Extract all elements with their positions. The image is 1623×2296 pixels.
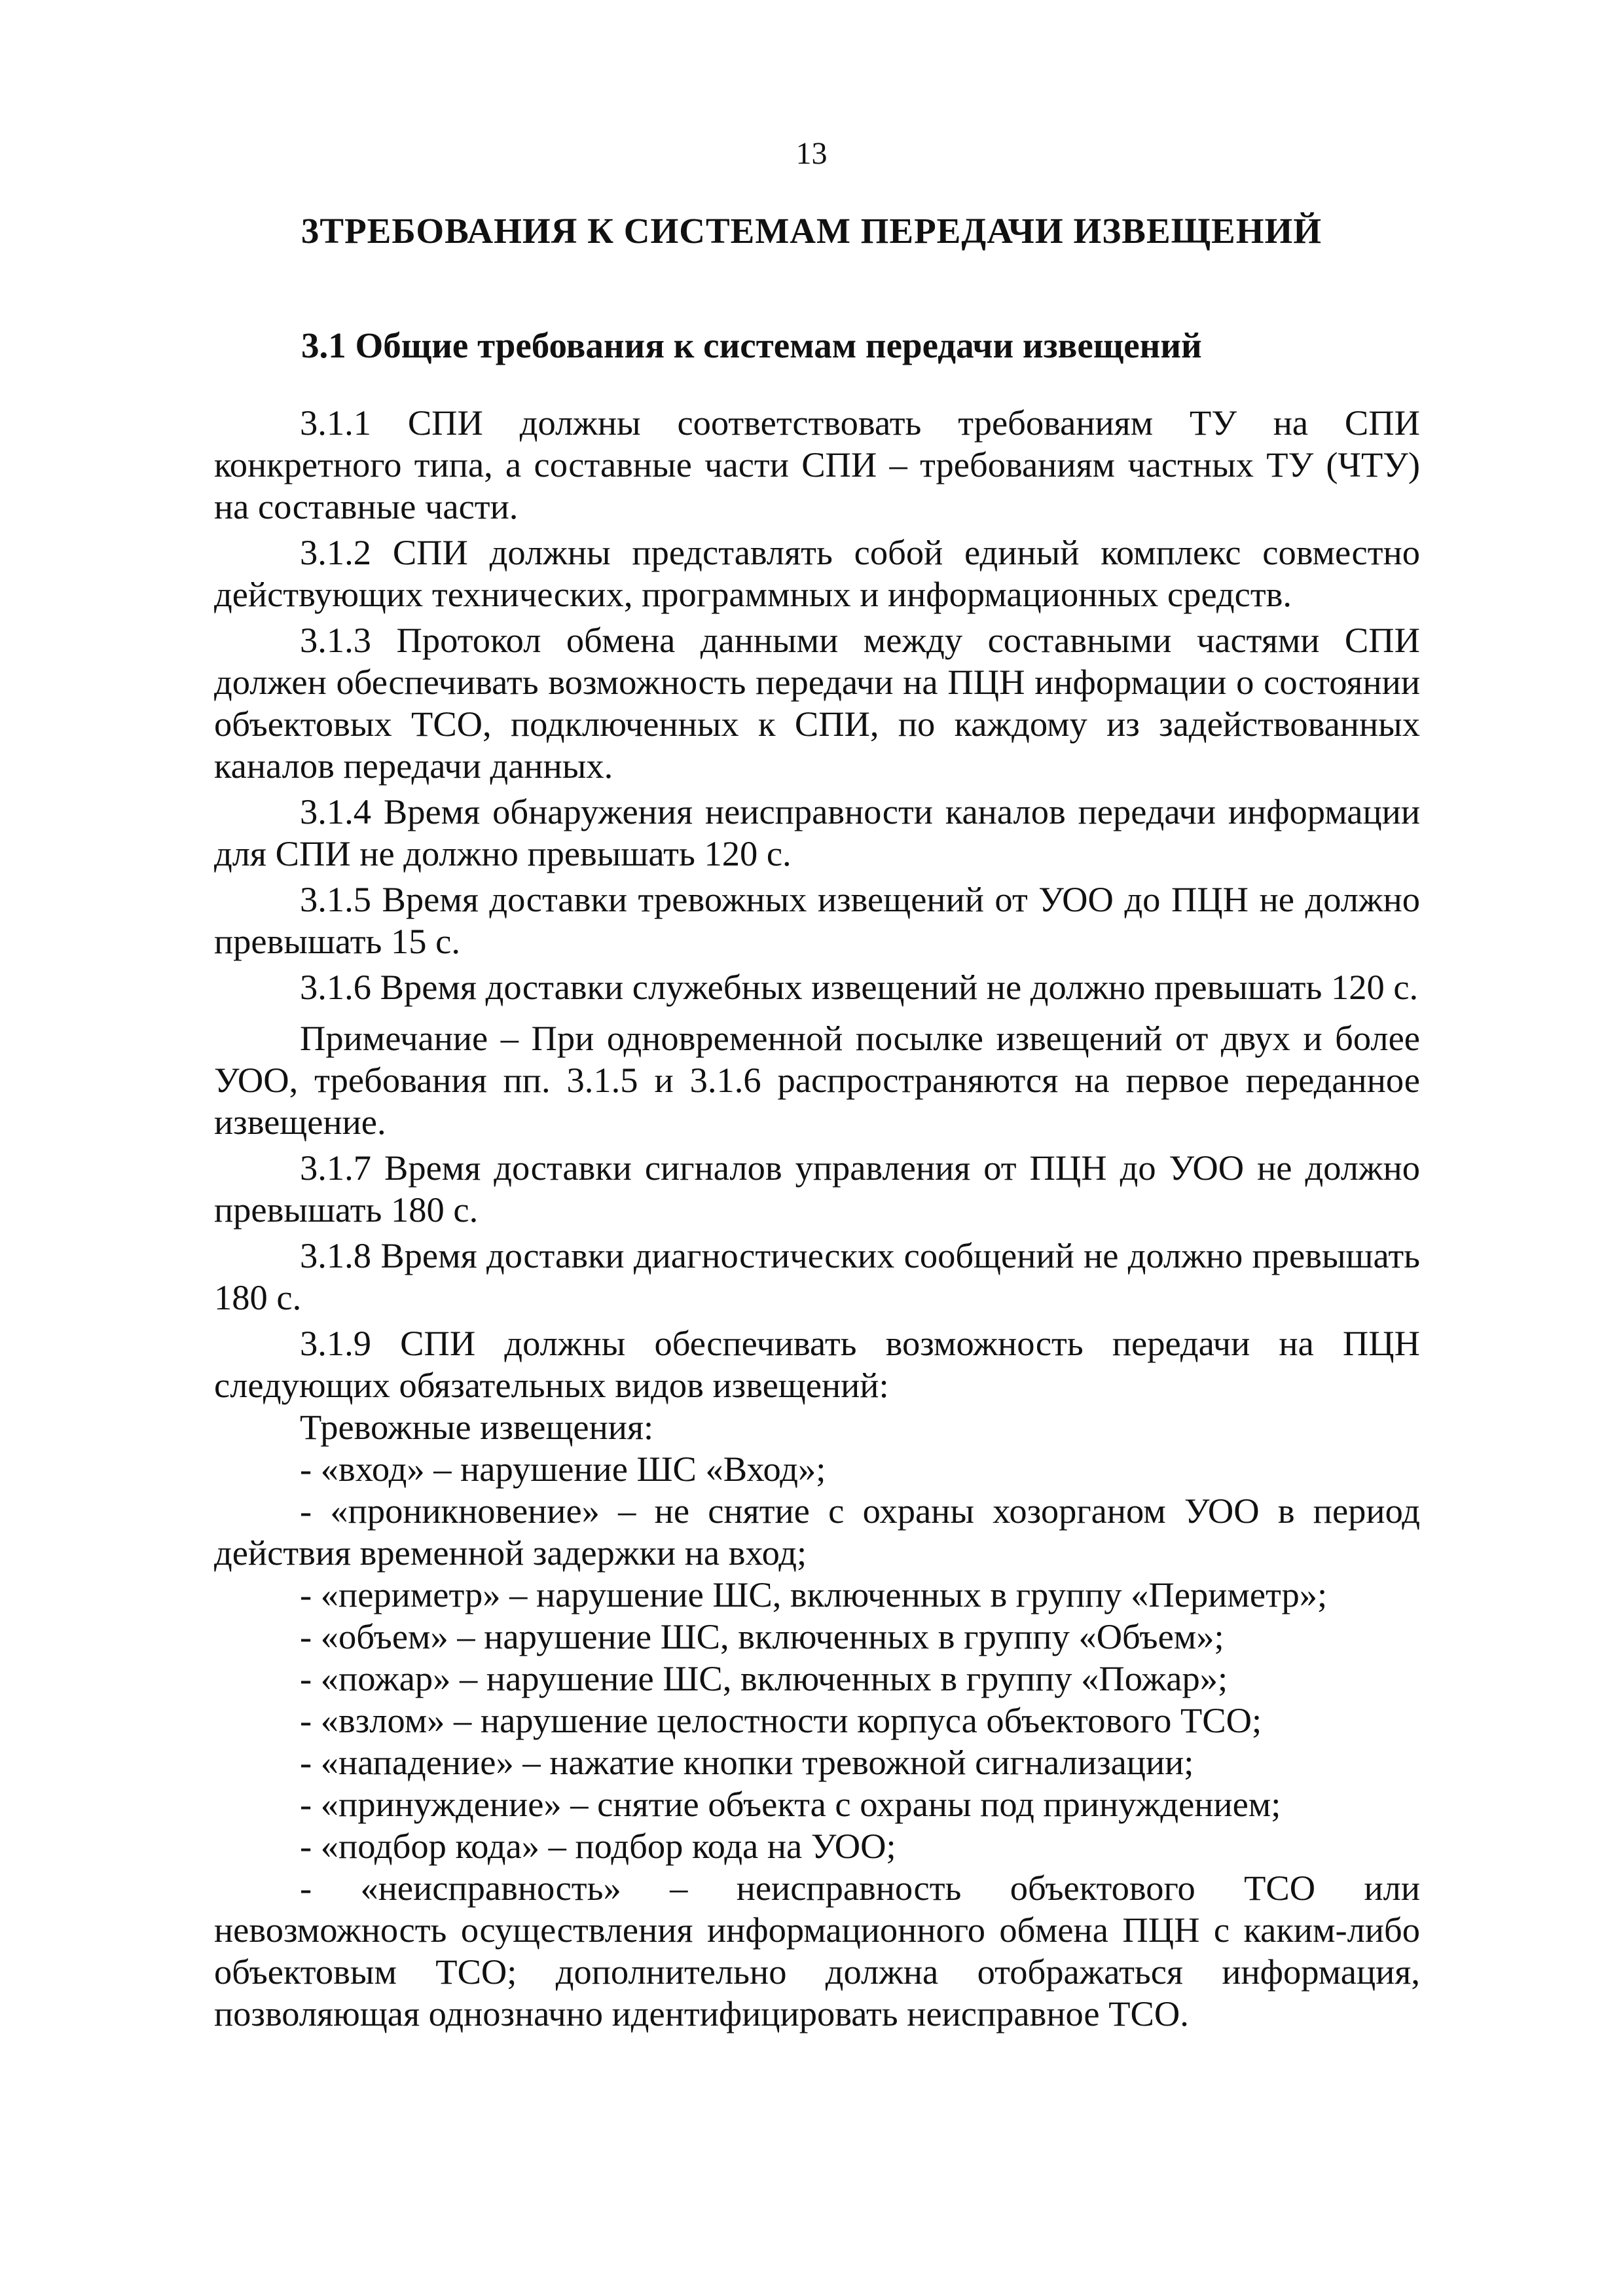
alarm-notices-heading: Тревожные извещения: — [300, 1407, 654, 1447]
paragraph-3-1-1: 3.1.1 СПИ должны соответствовать требованиям ТУ на СПИ конкретного типа, а составные части СПИ – требованиям частных ТУ (ЧТУ) на составные части. — [214, 403, 1420, 526]
list-item-volume: - «объем» – нарушение ШС, включенных в группу «Объем»; — [300, 1616, 1224, 1656]
list-item-code-guessing: - «подбор кода» – подбор кода на УОО; — [300, 1826, 896, 1866]
paragraph-3-1-5: 3.1.5 Время доставки тревожных извещений от УОО до ПЦН не должно превышать 15 с. — [214, 879, 1420, 961]
body-text — [214, 402, 1420, 2035]
paragraph-3-1-3: 3.1.3 Протокол обмена данными между составными частями СПИ должен обеспечивать возможность передачи на ПЦН информации о состоянии объектовых ТСО, подключенных к СПИ, по каждому из задействованных каналов передачи данных. — [214, 620, 1420, 786]
list-item-tamper: - «взлом» – нарушение целостности корпуса объектового ТСО; — [300, 1700, 1262, 1740]
list-item-perimeter: - «периметр» – нарушение ШС, включенных в группу «Периметр»; — [300, 1575, 1328, 1614]
list-item-attack: - «нападение» – нажатие кнопки тревожной сигнализации; — [300, 1742, 1194, 1782]
note-paragraph: Примечание – При одновременной посылке извещений от двух и более УОО, требования пп. 3.1.5 и 3.1.6 распространяются на первое переданное извещение. — [214, 1018, 1420, 1142]
list-item-fire: - «пожар» – нарушение ШС, включенных в группу «Пожар»; — [300, 1658, 1228, 1698]
section-title: 3.1 Общие требования к системам передачи извещений — [301, 325, 1202, 365]
list-item-entry: - «вход» – нарушение ШС «Вход»; — [300, 1449, 826, 1489]
chapter-title: 3ТРЕБОВАНИЯ К СИСТЕМАМ ПЕРЕДАЧИ ИЗВЕЩЕНИЙ — [301, 211, 1322, 251]
paragraph-3-1-9: 3.1.9 СПИ должны обеспечивать возможность передачи на ПЦН следующих обязательных видов извещений: — [214, 1323, 1420, 1405]
paragraph-3-1-4: 3.1.4 Время обнаружения неисправности каналов передачи информации для СПИ не должно превышать 120 с. — [214, 792, 1420, 873]
paragraph-3-1-8: 3.1.8 Время доставки диагностических сообщений не должно превышать 180 с. — [214, 1235, 1420, 1317]
list-item-malfunction: - «неисправность» – неисправность объектового ТСО или невозможность осуществления информационного обмена ПЦН с каким-либо объектовым ТСО; дополнительно должна отображаться информация, позволяющая однозначно идентифицировать неисправное ТСО. — [214, 1868, 1420, 2033]
paragraph-3-1-6: 3.1.6 Время доставки служебных извещений не должно превышать 120 с. — [300, 967, 1419, 1007]
paragraph-3-1-7: 3.1.7 Время доставки сигналов управления от ПЦН до УОО не должно превышать 180 с. — [214, 1148, 1420, 1230]
list-item-intrusion: - «проникновение» – не снятие с охраны хозорганом УОО в период действия временной задержки на вход; — [214, 1491, 1420, 1573]
page-number: 13 — [795, 136, 828, 171]
list-item-duress: - «принуждение» – снятие объекта с охраны под принуждением; — [300, 1784, 1281, 1824]
paragraph-3-1-2: 3.1.2 СПИ должны представлять собой единый комплекс совместно действующих технических, программных и информационных средств. — [214, 532, 1420, 614]
